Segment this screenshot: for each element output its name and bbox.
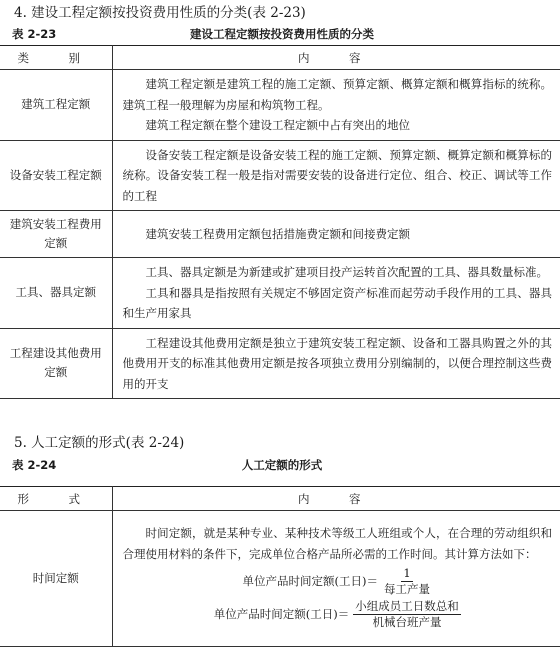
column-header-category: 类 别 bbox=[0, 46, 112, 70]
table-row bbox=[0, 70, 560, 141]
table-number: 表 2-24 bbox=[12, 458, 57, 472]
column-header-content: 内 容 bbox=[112, 487, 560, 511]
table-caption-2-23 bbox=[12, 25, 552, 43]
fraction-numerator: 小组成员工日数总和 bbox=[355, 599, 459, 613]
fraction-denominator: 每工产量 bbox=[383, 582, 430, 596]
formula-time-quota-1 bbox=[123, 566, 553, 597]
column-header-form: 形 式 bbox=[0, 487, 112, 511]
row-category: 设备安装工程定额 bbox=[0, 140, 112, 211]
content-paragraph: 建筑安装工程费用定额包括措施费定额和间接费定额 bbox=[145, 226, 410, 241]
row-content bbox=[112, 70, 560, 141]
row-category: 建筑工程定额 bbox=[0, 70, 112, 141]
fraction bbox=[382, 566, 432, 597]
content-paragraph: 设备安装工程定额是设备安装工程的施工定额、预算定额、概算定额和概算标的统称。设备安装工程一般是指对需要安装的设备进行定位、组合、校正、调试等工作的工程 bbox=[122, 147, 552, 203]
table-row bbox=[0, 140, 560, 211]
fraction bbox=[353, 599, 461, 630]
content-paragraph: 建筑工程定额在整个建设工程定额中占有突出的地位 bbox=[145, 118, 410, 132]
table-2-23 bbox=[0, 45, 560, 399]
table-title: 建设工程定额按投资费用性质的分类 bbox=[190, 27, 374, 41]
content-paragraph: 工程建设其他费用定额是独立于建筑安装工程定额、设备和工器具购置之外的其他费用开支的标准其他费用定额是按各项独立费用分别编制的，以便合理控制这些费用的开支 bbox=[122, 335, 552, 391]
section-heading-4: 4. 建设工程定额按投资费用性质的分类(表 2-23) bbox=[14, 5, 306, 21]
row-category: 建筑安装工程费用定额 bbox=[0, 211, 112, 258]
table-header-row bbox=[0, 487, 560, 511]
table-row bbox=[0, 258, 560, 329]
content-paragraph: 时间定额，就是某种专业、某种技术等级工人班组或个人，在合理的劳动组织和合理使用材料的条件下，完成单位合格产品所必需的工作时间。其计算方法如下： bbox=[122, 526, 552, 561]
table-row bbox=[0, 511, 560, 647]
content-paragraph: 建筑工程定额是建筑工程的施工定额、预算定额、概算定额和概算指标的统称。建筑工程一般理解为房屋和构筑物工程。 bbox=[122, 77, 552, 112]
row-content bbox=[112, 328, 560, 399]
formula-time-quota-2 bbox=[123, 599, 553, 630]
table-row bbox=[0, 211, 560, 258]
section-heading-5: 5. 人工定额的形式(表 2-24) bbox=[14, 435, 185, 451]
table-caption-2-24 bbox=[12, 456, 552, 474]
row-category: 工程建设其他费用定额 bbox=[0, 328, 112, 399]
table-number: 表 2-23 bbox=[12, 27, 57, 41]
formula-lhs: 单位产品时间定额(工日)＝ bbox=[242, 574, 378, 589]
content-paragraph: 工具和器具是指按照有关规定不够固定资产标准而起劳动手段作用的工具、器具和生产用家具 bbox=[122, 285, 552, 320]
fraction-numerator: 1 bbox=[403, 566, 411, 580]
row-form: 时间定额 bbox=[0, 511, 112, 647]
formula-lhs: 单位产品时间定额(工日)＝ bbox=[213, 607, 350, 622]
fraction-denominator: 机械台班产量 bbox=[372, 615, 442, 629]
content-paragraph: 工具、器具定额是为新建或扩建项目投产运转首次配置的工具、器具数量标准。 bbox=[145, 265, 548, 279]
column-header-content: 内 容 bbox=[112, 46, 560, 70]
table-header-row bbox=[0, 46, 560, 70]
table-title: 人工定额的形式 bbox=[241, 458, 323, 472]
table-2-24 bbox=[0, 486, 560, 647]
row-content bbox=[112, 511, 560, 647]
table-row bbox=[0, 328, 560, 399]
row-content bbox=[112, 211, 560, 258]
row-category: 工具、器具定额 bbox=[0, 258, 112, 329]
row-content bbox=[112, 140, 560, 211]
row-content bbox=[112, 258, 560, 329]
